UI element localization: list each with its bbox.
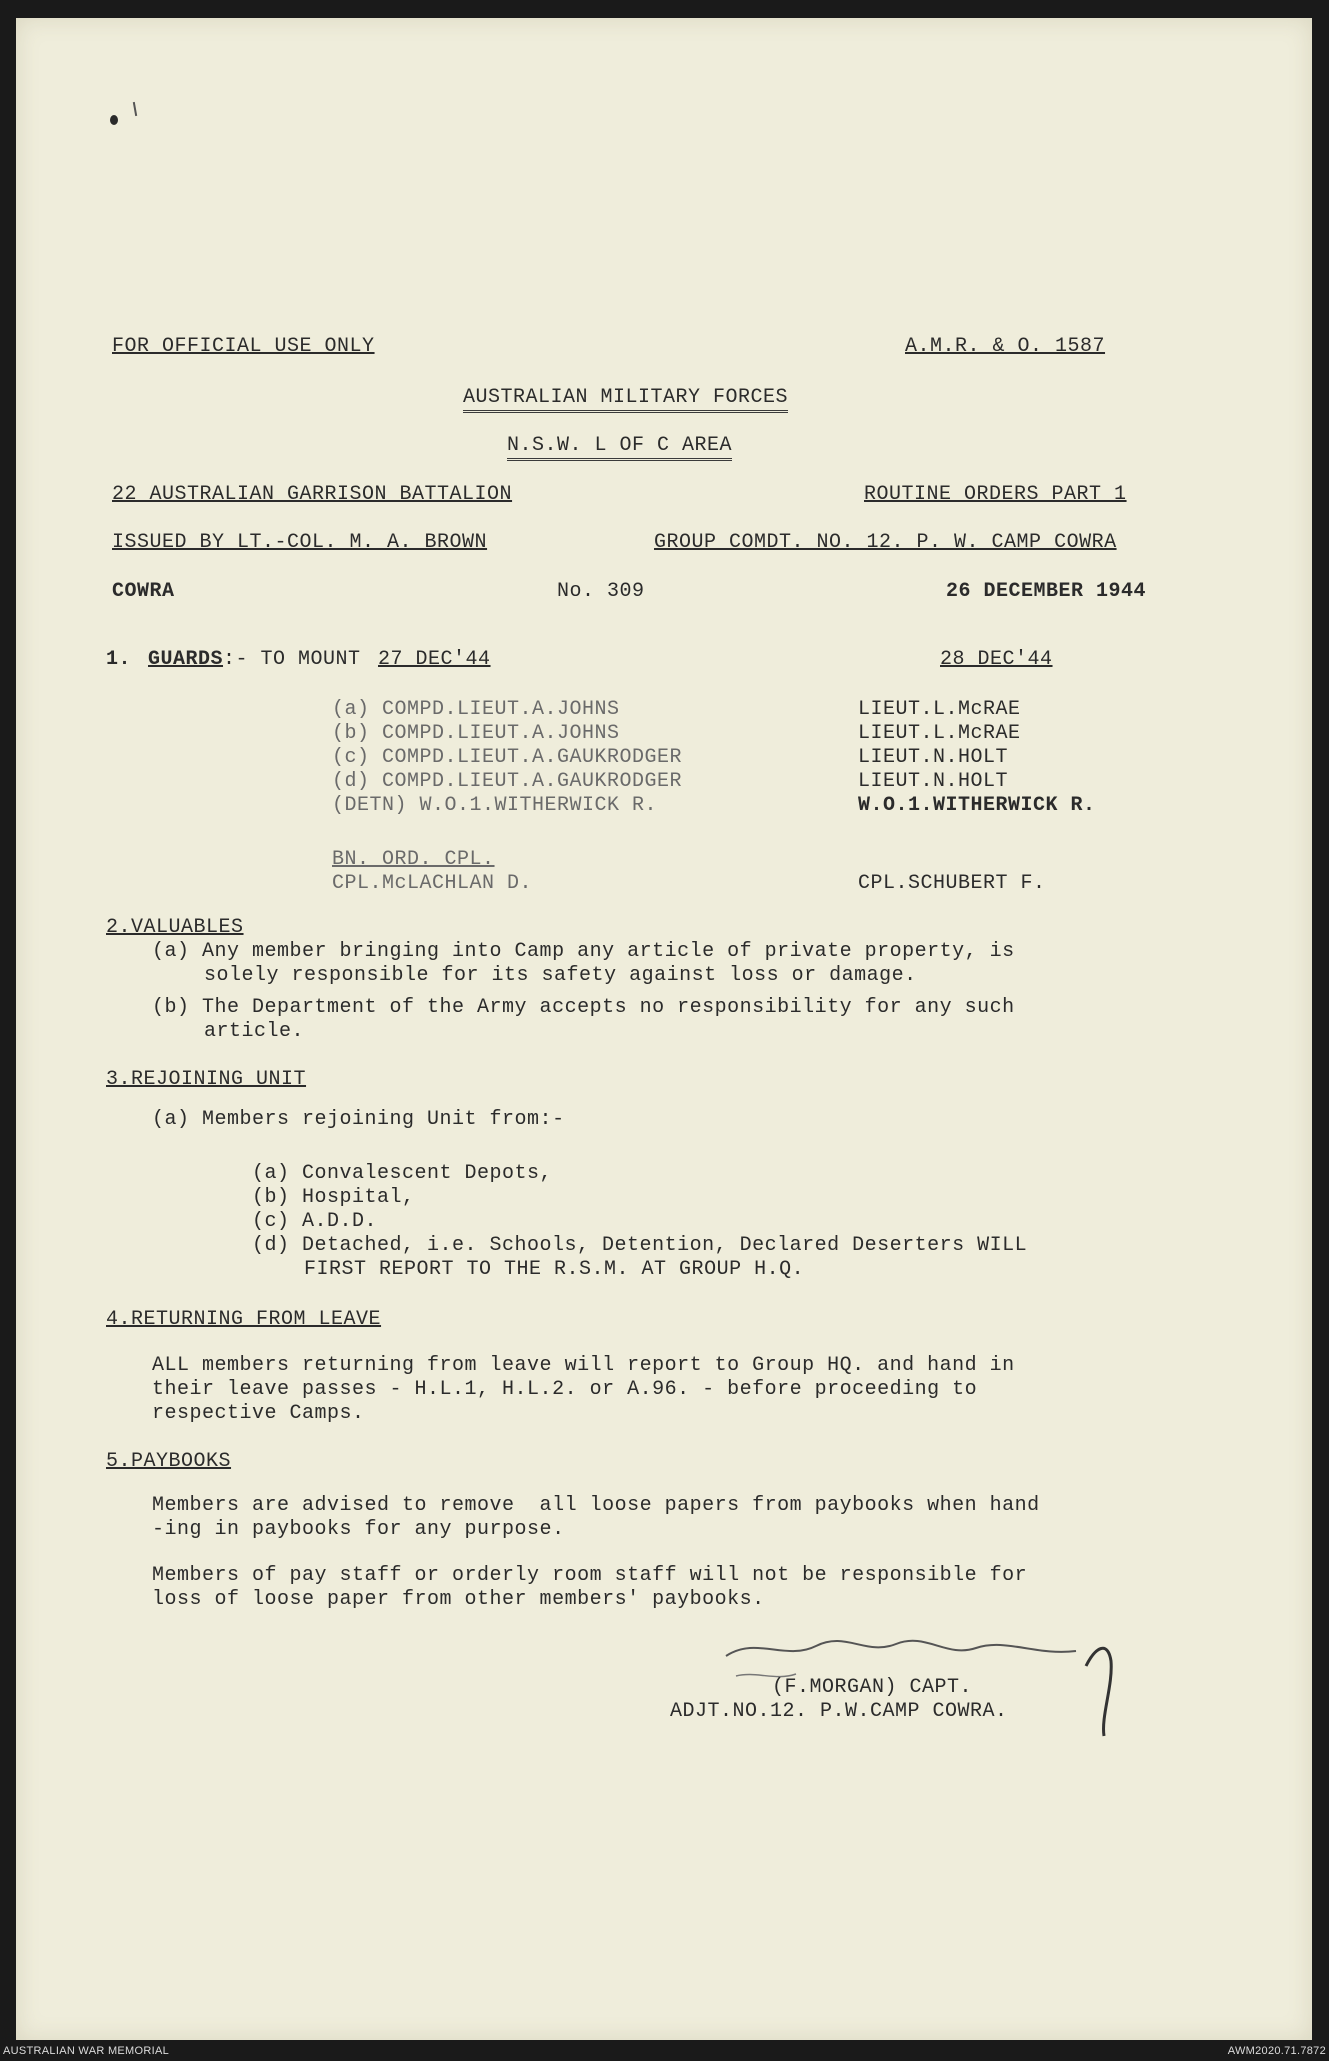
valuables-b-line2: article. (204, 1020, 305, 1043)
orders-title: ROUTINE ORDERS PART 1 (864, 483, 1127, 506)
signatory-title: ADJT.NO.12. P.W.CAMP COWRA. (670, 1700, 1008, 1723)
guard-row-left: (c) COMPD.LIEUT.A.GAUKRODGER (332, 746, 683, 769)
returning-line1: ALL members returning from leave will report to Group HQ. and hand in (152, 1354, 1015, 1377)
area-title: N.S.W. L OF C AREA (507, 434, 732, 461)
guard-row-right: LIEUT.N.HOLT (858, 746, 1009, 769)
guard-row-left: (d) COMPD.LIEUT.A.GAUKRODGER (332, 770, 683, 793)
classification-label: FOR OFFICIAL USE ONLY (112, 335, 375, 358)
section-2-heading: 2.VALUABLES (106, 916, 244, 939)
signatory-name: (F.MORGAN) CAPT. (772, 1676, 973, 1699)
guard-row-right: LIEUT.L.McRAE (858, 722, 1021, 745)
place: COWRA (112, 580, 175, 603)
issued-by: ISSUED BY LT.-COL. M. A. BROWN (112, 531, 488, 554)
order-date: 26 DECEMBER 1944 (946, 580, 1147, 603)
valuables-a-line2: solely responsible for its safety against loss or damage. (204, 964, 917, 987)
punch-hole-mark (110, 115, 118, 125)
reference-number: A.M.R. & O. 1587 (905, 335, 1106, 358)
paybooks-para2-line2: loss of loose paper from other members' paybooks. (152, 1588, 765, 1611)
guard-row-right: LIEUT.N.HOLT (858, 770, 1009, 793)
section-4-heading: 4.RETURNING FROM LEAVE (106, 1308, 382, 1331)
rejoining-item-d-line2: FIRST REPORT TO THE R.S.M. AT GROUP H.Q. (304, 1258, 805, 1281)
pencil-mark (133, 102, 137, 116)
rejoining-item-d-line1: (d) Detached, i.e. Schools, Detention, Declared Deserters WILL (252, 1234, 1028, 1257)
archive-accession-number: AWM2020.71.7872 (1227, 2045, 1326, 2057)
order-number: No. 309 (557, 580, 645, 603)
rejoining-item-b: (b) Hospital, (252, 1186, 415, 1209)
section-1-number: 1. (106, 648, 132, 671)
organization-title: AUSTRALIAN MILITARY FORCES (463, 386, 788, 413)
valuables-b-line1: (b) The Department of the Army accepts no responsibility for any such (152, 996, 1015, 1019)
guard-row-right: LIEUT.L.McRAE (858, 698, 1021, 721)
guards-date-col1: 27 DEC'44 (378, 648, 491, 671)
guard-row-left: (b) COMPD.LIEUT.A.JOHNS (332, 722, 620, 745)
paybooks-para2-line1: Members of pay staff or orderly room staff will not be responsible for (152, 1564, 1028, 1587)
returning-line3: respective Camps. (152, 1402, 365, 1425)
rejoining-intro: (a) Members rejoining Unit from:- (152, 1108, 565, 1131)
paybooks-para1-line1: Members are advised to remove all loose papers from paybooks when hand (152, 1494, 1040, 1517)
section-1-heading: GUARDS (148, 648, 224, 671)
valuables-a-line1: (a) Any member bringing into Camp any article of private property, is (152, 940, 1015, 963)
section-3-heading: 3.REJOINING UNIT (106, 1068, 307, 1091)
guard-row-left: (DETN) W.O.1.WITHERWICK R. (332, 794, 658, 817)
paybooks-para1-line2: -ing in paybooks for any purpose. (152, 1518, 565, 1541)
orderly-corporal-left: CPL.McLACHLAN D. (332, 872, 533, 895)
returning-line2: their leave passes - H.L.1, H.L.2. or A.96. - before proceeding to (152, 1378, 978, 1401)
bn-orderly-corporal-label: BN. ORD. CPL. (332, 848, 495, 871)
rejoining-item-c: (c) A.D.D. (252, 1210, 378, 1233)
guard-row-left: (a) COMPD.LIEUT.A.JOHNS (332, 698, 620, 721)
orderly-corporal-right: CPL.SCHUBERT F. (858, 872, 1046, 895)
guards-date-col2: 28 DEC'44 (940, 648, 1053, 671)
unit-name: 22 AUSTRALIAN GARRISON BATTALION (112, 483, 513, 506)
rejoining-item-a: (a) Convalescent Depots, (252, 1162, 553, 1185)
document-page (16, 18, 1312, 2040)
guard-row-right: W.O.1.WITHERWICK R. (858, 794, 1096, 817)
section-5-heading: 5.PAYBOOKS (106, 1450, 232, 1473)
section-1-heading-rest: :- TO MOUNT (223, 648, 361, 671)
archive-credit: AUSTRALIAN WAR MEMORIAL (3, 2045, 170, 2057)
group-commandant: GROUP COMDT. NO. 12. P. W. CAMP COWRA (654, 531, 1117, 554)
